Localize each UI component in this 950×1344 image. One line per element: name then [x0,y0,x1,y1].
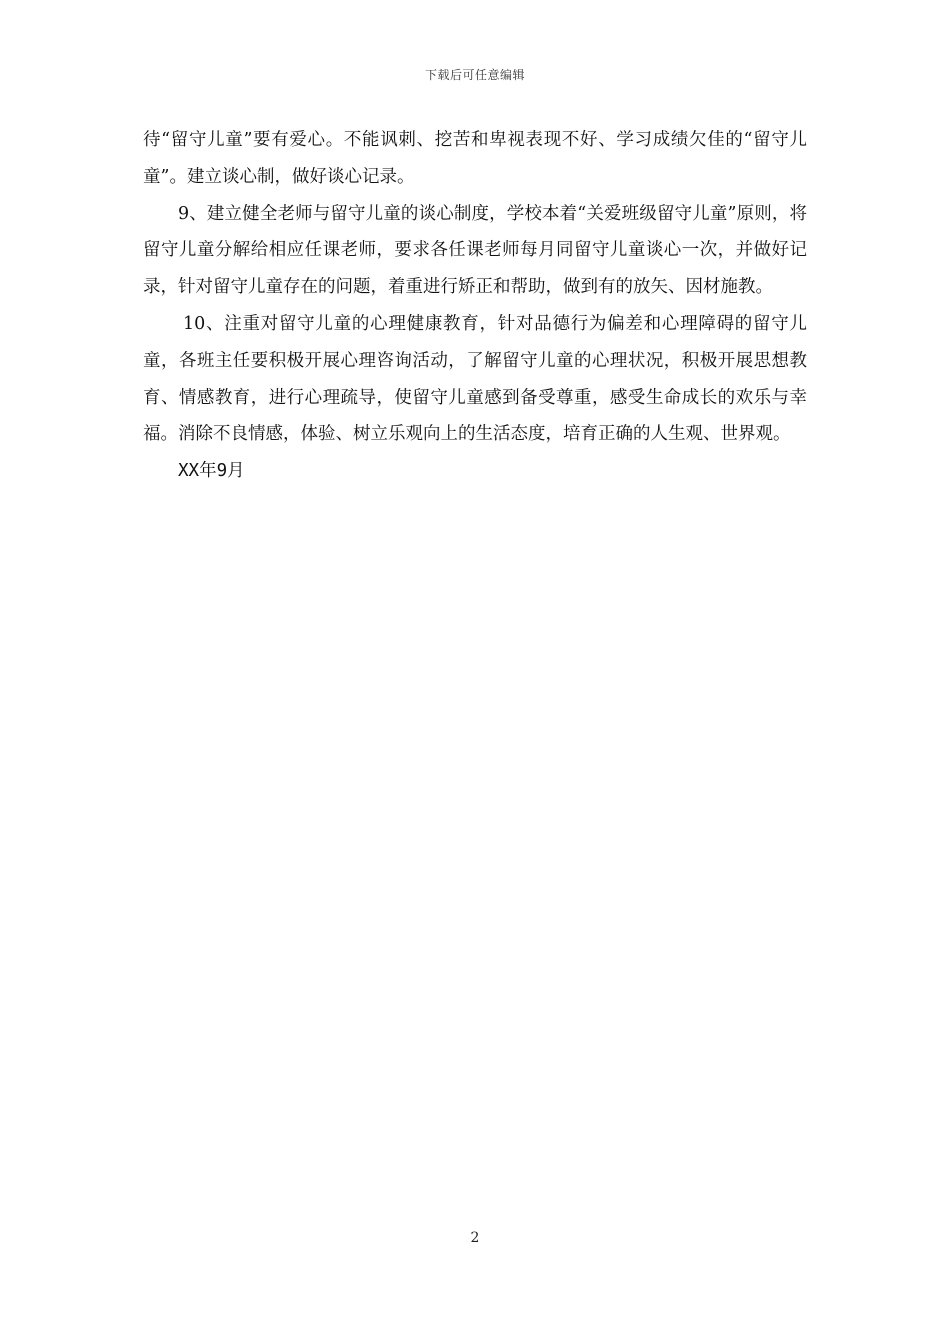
page-number: 2 [470,1230,480,1246]
paragraph-item-9: 9、建立健全老师与留守儿童的谈心制度，学校本着“关爱班级留守儿童”原则，将留守儿童分解给相应任课老师，要求各任课老师每月同留守儿童谈心一次，并做好记录，针对留守儿童存在的问题，着重进行矫正和帮助，做到有的放矢、因材施教。 [143,203,807,298]
document-date: XX年9月 [178,461,245,482]
paragraph-item-10: 10、注重对留守儿童的心理健康教育，针对品德行为偏差和心理障碍的留守儿童，各班主任要积极开展心理咨询活动，了解留守儿童的心理状况，积极开展思想教育、情感教育，进行心理疏导，使留守儿童感到备受尊重，感受生命成长的欢乐与幸福。消除不良情感，体验、树立乐观向上的生活态度，培育正确的人生观、世界观。 [143,313,807,445]
paragraph-continuation: 待“留守儿童”要有爱心。不能讽刺、挖苦和卑视表现不好、学习成绩欠佳的“留守儿童”。建立谈心制，做好谈心记录。 [143,130,807,187]
document-body [143,122,807,490]
page-header: 下载后可任意编辑 [424,68,525,82]
